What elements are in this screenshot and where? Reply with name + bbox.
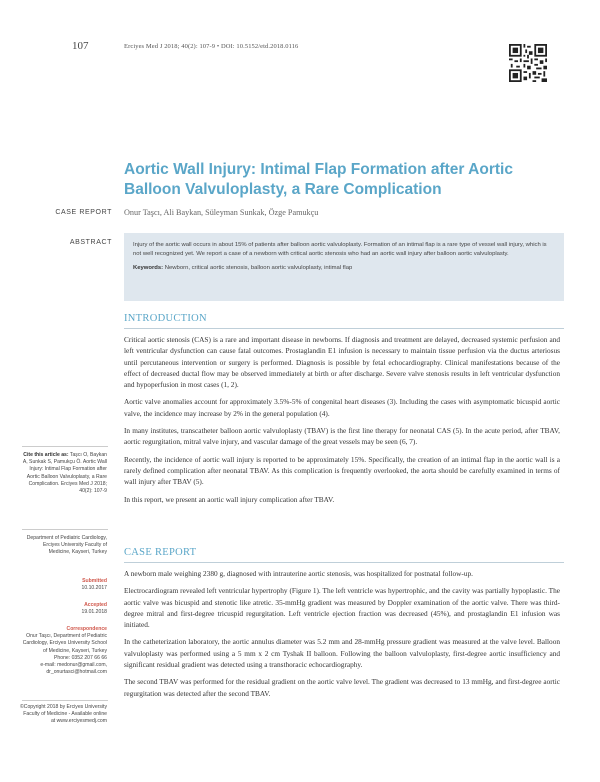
paragraph: The second TBAV was performed for the residual gradient on the aortic valve level. The gradient was decreased to 13 mmHg, and first-degree aortic regurgitation was detected after the second TBAV. <box>124 677 560 698</box>
journal-citation-line: Erciyes Med J 2018; 40(2): 107-9 • DOI: 10.5152/etd.2018.0116 <box>124 43 299 50</box>
introduction-heading: INTRODUCTION <box>124 313 207 324</box>
qr-code-icon <box>509 44 547 82</box>
correspondence-label: Correspondence <box>66 626 107 632</box>
authors: Onur Taşcı, Ali Baykan, Süleyman Sunkak, Özge Pamukçu <box>124 208 319 217</box>
introduction-body <box>124 334 560 511</box>
case-report-heading: CASE REPORT <box>124 547 197 558</box>
section-label: CASE REPORT <box>55 209 112 216</box>
keywords-text: Newborn, critical aortic stenosis, balloon aortic valvuloplasty, intimal flap <box>164 264 353 271</box>
accepted-date: 19.01.2018 <box>81 609 107 616</box>
email: e-mail: medonur@gmail.com, dr_onurtasci@hotmail.com <box>40 662 107 676</box>
page-number: 107 <box>72 40 89 52</box>
paragraph: Critical aortic stenosis (CAS) is a rare and important disease in newborns. If diagnosis and treatment are delayed, decreased systemic perfusion and left ventricular dysfunction can cause fatal outcomes. Prostaglandin E1 infusion is necessary to maintain tissue perfusion via the ductus arteriosus until percutaneous intervention or surgery is performed. Diagnosis is possible by fetal echocardiography. Clinical manifestations because of the effect of decreased ductal flow may be observed immediately at birth or after discharge. Severe valve stenosis results in left ventricular dysfunction and hypoperfusion in most cases (1, 2). <box>124 335 560 390</box>
paragraph: Electrocardiogram revealed left ventricular hypertrophy (Figure 1). The left ventricle was hypertrophic, and the cavity was partially hypoplastic. The aortic valve was bicuspid and stenotic like atretic. 35-mmHg gradient was measured by Doppler examination of the aortic valve. There was third-degree mitral and first-degree tricuspid regurgitation. Left ventricle ejection fraction was decreased (45%), and prostaglandin E1 infusion was initiated. <box>124 586 560 630</box>
copyright: ©Copyright 2018 by Erciyes University Faculty of Medicine - Available online at www.erciyesmedj.com <box>20 704 107 725</box>
cite-block <box>20 452 107 495</box>
submitted-date: 10.10.2017 <box>81 585 107 592</box>
submitted-label: Submitted <box>82 578 107 584</box>
introduction-divider <box>124 328 564 329</box>
phone: Phone: 0352 207 66 66 <box>54 654 107 661</box>
abstract-text: Injury of the aortic wall occurs in about 15% of patients after balloon aortic valvuloplasty. Formation of an intimal flap is a rare type of vessel wall injury, which is not well recognized yet. We report a case of a newborn with critical aortic stenosis who had an aortic wall injury after balloon aortic valvuloplasty. <box>133 242 547 258</box>
submitted-block <box>20 578 107 592</box>
keywords <box>133 264 555 273</box>
paragraph: Aortic valve anomalies account for approximately 3.5%-5% of congenital heart diseases (3). Including the cases with asymptomatic bicuspid aortic valve, the incidence may increase by 2% in the general population (4). <box>124 397 560 418</box>
abstract-label: ABSTRACT <box>69 239 112 246</box>
cite-text: Taşcı O, Baykan A, Sunkak S, Pamukçu Ö. Aortic Wall Injury: Intimal Flap Formation after Aortic Balloon Valvuloplasty, a Rare Complication. Erciyes Med J 2018; 40(2): 107-9 <box>22 452 107 495</box>
case-report-body <box>124 568 560 705</box>
sidebar-divider <box>22 700 108 701</box>
paragraph: In this report, we present an aortic wall injury complication after TBAV. <box>124 494 335 504</box>
accepted-block <box>20 602 107 616</box>
cite-label: Cite this article as: <box>23 452 69 458</box>
case-report-divider <box>124 562 564 563</box>
paragraph: A newborn male weighing 2380 g, diagnosed with intrauterine aortic stenosis, was hospitalized for postnatal follow-up. <box>124 569 473 578</box>
paragraph: Recently, the incidence of aortic wall injury is reported to be approximately 15%. Specifically, the creation of an intimal flap in the aortic wall is a rarely defined complication after neonatal TBAV. As this complication is frequently overlooked, the aorta should be carefully examined in terms of wall injury after TBAV (5). <box>124 454 560 487</box>
correspondence-text: Onur Taşcı, Department of Pediatric Cardiology, Erciyes University School of Medicine, Kayseri, Turkey <box>22 633 107 654</box>
abstract-box <box>124 233 564 301</box>
paragraph: In the catheterization laboratory, the aortic annulus diameter was 5.2 mm and 28-mmHg pressure gradient was measured at the valve level. Balloon valvuloplasty was performed using a 5 mm x 2 cm Tyshak II balloon. Following the balloon valvuloplasty, first-degree aortic insufficiency and significant residual gradient was detected using a transthoracic echocardiography. <box>124 637 560 670</box>
article-title: Aortic Wall Injury: Intimal Flap Formation after Aortic Balloon Valvuloplasty, a Rare Complication <box>124 161 513 198</box>
sidebar-divider <box>22 529 108 530</box>
accepted-label: Accepted <box>84 602 107 608</box>
affiliation: Department of Pediatric Cardiology, Erciyes University Faculty of Medicine, Kayseri, Turkey <box>26 535 107 556</box>
paragraph: In many institutes, transcatheter balloon aortic valvuloplasty (TBAV) is the first line therapy for neonatal CAS (5). In the acute period, after TBAV, aortic regurgitation, mitral valve injury, and vascular damage of the great vessels may be seen (6, 7). <box>124 426 560 447</box>
correspondence-block <box>20 626 107 676</box>
keywords-label: Keywords: <box>133 264 164 271</box>
sidebar-divider <box>22 446 108 447</box>
